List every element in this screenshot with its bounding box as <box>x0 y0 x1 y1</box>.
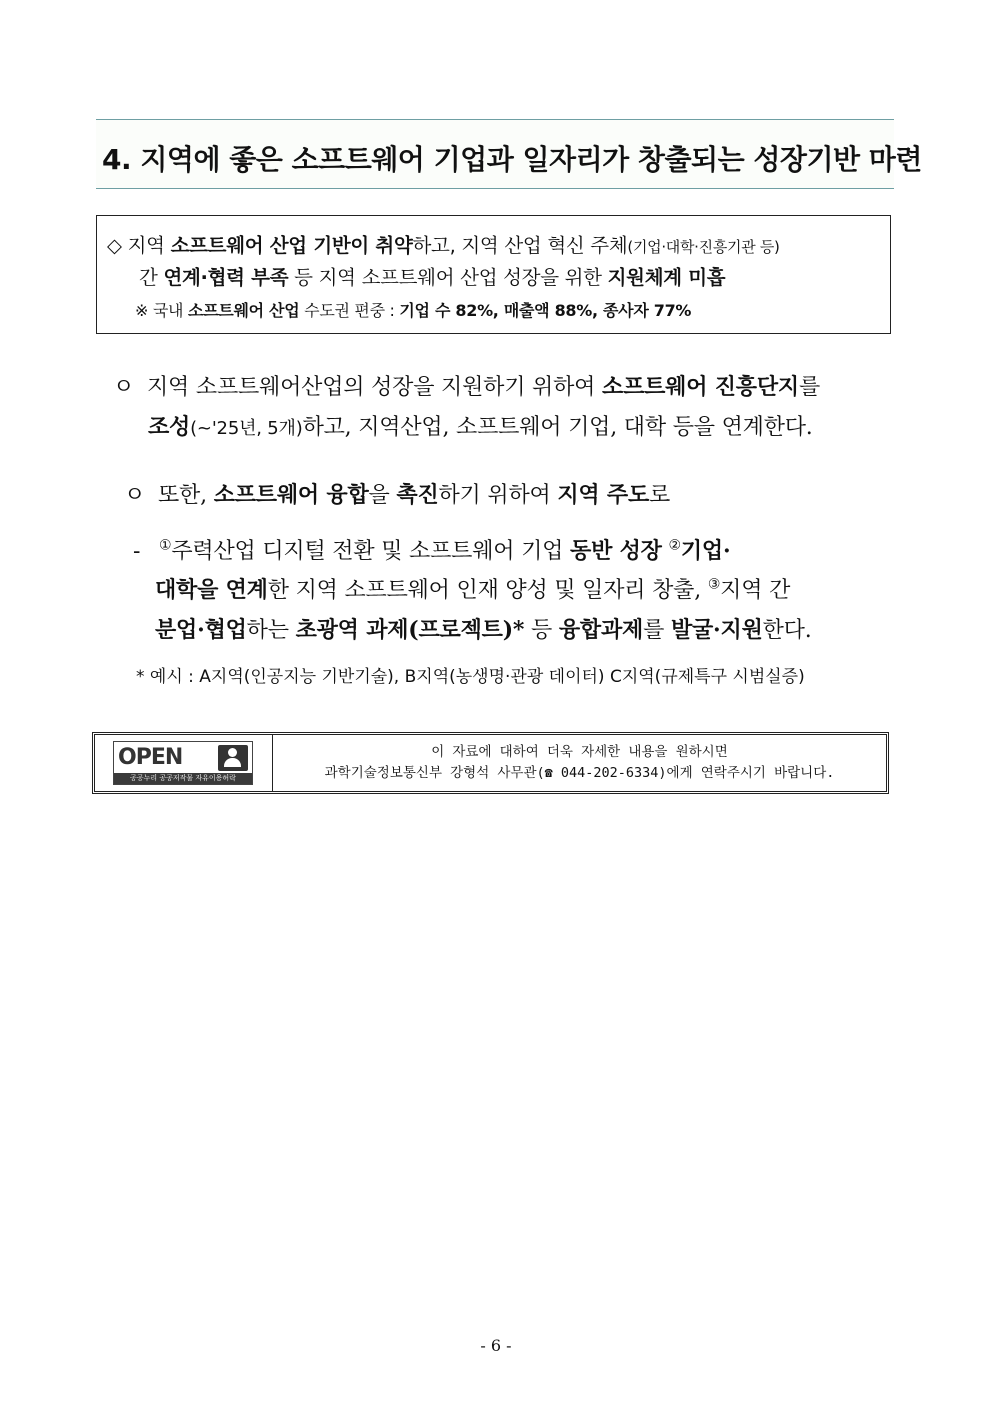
contact-line-1: 이 자료에 대하여 더욱 자세한 내용을 원하시면 <box>431 744 728 760</box>
paragraph-3-line-1: - ①주력산업 디지털 전환 및 소프트웨어 기업 동반 성장 ②기업· <box>133 537 731 564</box>
page-number: - 6 - <box>480 1336 512 1355</box>
open-license-logo: OPEN 공공누리 공공저작물 자유이용허락 <box>113 741 253 785</box>
section-title-bar <box>96 119 922 189</box>
person-icon <box>218 745 248 771</box>
diamond-marker: ◇ <box>107 234 122 257</box>
summary-note: ※ 국내 소프트웨어 산업 수도권 편중 : 기업 수 82%, 매출액 88%, 종사자 77% <box>135 301 692 320</box>
paragraph-3-line-2: 대학을 연계한 지역 소프트웨어 인재 양성 및 일자리 창출, ③지역 간 <box>155 576 791 603</box>
contact-line-2: 과학기술정보통신부 강형석 사무관(☎ 044-202-6334)에게 연락주시기 바랍니다. <box>324 765 835 781</box>
paragraph-3-line-3: 분업·협업하는 초광역 과제(프로젝트)* 등 융합과제를 발굴·지원한다. <box>155 617 812 643</box>
dash-marker: - <box>133 539 141 564</box>
paragraph-1-line-2: 조성(~'25년, 5개)하고, 지역산업, 소프트웨어 기업, 대학 등을 연계한다. <box>148 414 813 440</box>
open-license-cell <box>95 735 273 791</box>
paragraph-2: ㅇ 또한, 소프트웨어 융합을 촉진하기 위하여 지역 주도로 <box>124 478 670 509</box>
summary-box <box>96 215 891 334</box>
bullet: ㅇ <box>124 483 146 508</box>
paragraph-1-line-1: ㅇ 지역 소프트웨어산업의 성장을 지원하기 위하여 소프트웨어 진흥단지를 <box>113 370 820 401</box>
footnote: * 예시 : A지역(인공지능 기반기술), B지역(농생명·관광 데이터) C지역(규제특구 시범실증) <box>136 667 805 687</box>
summary-line-1: ◇ 지역 소프트웨어 산업 기반이 취약하고, 지역 산업 혁신 주체(기업·대학·진흥기관 등) <box>107 234 780 257</box>
section-title: 4. 지역에 좋은 소프트웨어 기업과 일자리가 창출되는 성장기반 마련 <box>102 143 922 176</box>
contact-info-cell <box>273 735 886 791</box>
bullet: ㅇ <box>113 375 135 400</box>
contact-table <box>92 732 889 794</box>
summary-line-2: 간 연계·협력 부족 등 지역 소프트웨어 산업 성장을 위한 지원체계 미흡 <box>139 266 726 289</box>
